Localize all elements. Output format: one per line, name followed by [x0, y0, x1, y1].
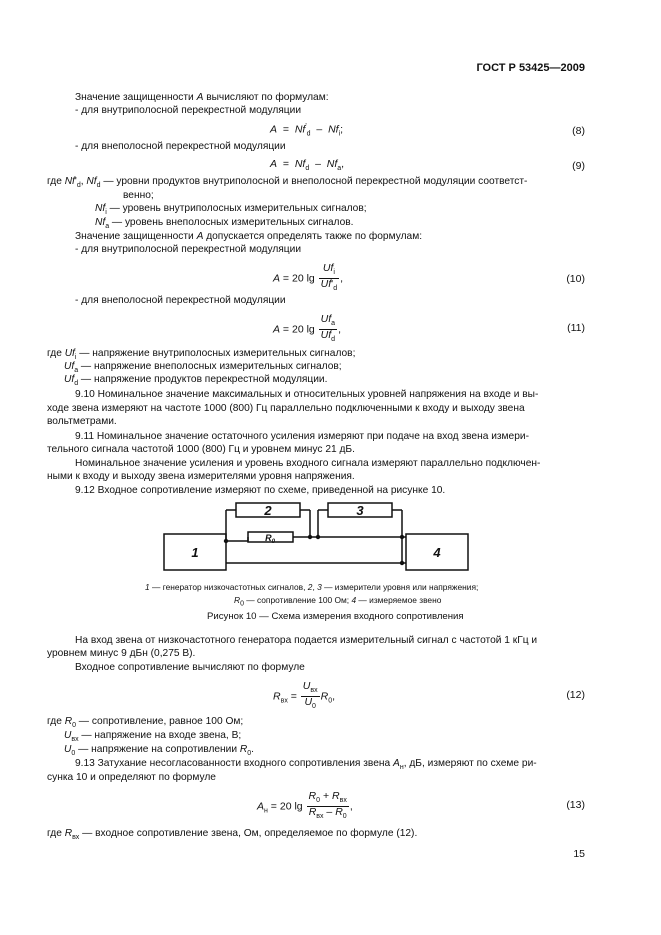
where3-line3: $U_0$ — напряжение на сопротивлении $R_0$.: [64, 744, 254, 758]
formula-8: $A = Nf'_d - Nf_i$;: [270, 123, 344, 138]
formula-11: A = 20 lg $\frac{Uf_a}{Uf_d}$ ,: [273, 313, 341, 344]
alt-intro: Значение защищенности A допускается определять также по формулам:: [75, 231, 423, 242]
where3-line2: $U_{вх}$ — напряжение на входе звена, В;: [64, 730, 242, 744]
box1-label: 1: [191, 545, 199, 560]
legend-line1: 1 — генератор низкочастотных сигналов, 2, 3 — измерители уровня или напряжения;: [145, 582, 479, 592]
after-line2: уровнем минус 9 дБн (0,275 В).: [47, 648, 196, 659]
resistor-label: $R_0$: [265, 533, 275, 545]
after-line3: Входное сопротивление вычисляют по формуле: [75, 662, 305, 673]
formula-10-number: (10): [566, 273, 585, 285]
where4-line1: где $R_{вх}$ — входное сопротивление звена, Ом, определяемое по формуле (12).: [47, 828, 418, 842]
p911-line1: 9.11 Номинальное значение остаточного усиления измеряют при подаче на вход звена измери-: [75, 431, 529, 442]
formula-12-number: (12): [566, 689, 585, 701]
formula-13-number: (13): [566, 799, 585, 811]
box2-label: 2: [264, 503, 272, 518]
figure-caption: Рисунок 10 — Схема измерения входного сопротивления: [207, 611, 464, 622]
box4-label: 4: [433, 545, 441, 560]
where2-line2: $Uf_a$ — напряжение внеполосных измерительных сигналов;: [64, 361, 342, 375]
alt-inband-label: - для внутриполосной перекрестной модуляции: [75, 244, 302, 255]
p910-line3: вольтметрами.: [47, 416, 117, 427]
formula-12: $R_{вх}$ = $\frac{U_{вх}}{U_0}$ $R_0$,: [273, 680, 336, 711]
after-line1: На вход звена от низкочастотного генератора подается измерительный сигнал с частотой 1 кГц и: [75, 635, 538, 646]
outband-label: - для внеполосной перекрестной модуляции: [75, 141, 286, 152]
box3-label: 3: [356, 503, 364, 518]
alt-outband-label: - для внеполосной перекрестной модуляции: [75, 295, 286, 306]
p911-line4: ными к входу и выходу звена измерителями уровня напряжения.: [47, 471, 355, 482]
p911-line3: Номинальное значение усиления и уровень входного сигнала измеряют параллельно подключен-: [75, 458, 541, 469]
legend-line2: $R_0$ — сопротивление 100 Ом; 4 — измеряемое звено: [234, 595, 442, 608]
intro-line: Значение защищенности A вычисляют по формулам:: [75, 92, 329, 103]
page-number: 15: [573, 848, 585, 860]
where1-line1: где $Nf'_d$, $Nf_d$ — уровни продуктов внутриполосной и внеполосной перекрестной модуляции соответст-: [47, 176, 528, 190]
p910-line2: ходе звена измеряют на частоте 1000 (800) Гц параллельно подключенными к входу и выходу звена: [47, 403, 525, 414]
where3-line1: где $R_0$ — сопротивление, равное 100 Ом;: [47, 716, 244, 730]
where1-line3: $Nf_a$ — уровень внеполосных измерительных сигналов.: [95, 217, 354, 231]
formula-13: $A_н = 20$ lg $\frac{R_0 + R_{вх}}{R_{вх} - R_0}$ ,: [257, 790, 353, 821]
where2-line1: где $Uf_i$ — напряжение внутриполосных измерительных сигналов;: [47, 348, 356, 362]
formula-11-number: (11): [567, 322, 585, 334]
where1-line2: $Nf_i$ — уровень внутриполосных измерительных сигналов;: [95, 203, 367, 217]
standard-header: ГОСТ Р 53425—2009: [476, 62, 585, 74]
p913-line2: сунка 10 и определяют по формуле: [47, 772, 216, 783]
where1-line1b: венно;: [123, 190, 154, 201]
formula-9: $A = Nf_d - Nf_a$,: [270, 158, 345, 173]
p911-line2: тельного сигнала частотой 1000 (800) Гц и уровнем минус 21 дБ.: [47, 444, 355, 455]
inband-label: - для внутриполосной перекрестной модуляции: [75, 105, 302, 116]
formula-8-number: (8): [572, 125, 585, 137]
formula-9-number: (9): [572, 160, 585, 172]
where2-line3: $Uf_d$ — напряжение продуктов перекрестной модуляции.: [64, 374, 328, 388]
p913-line1: 9.13 Затухание несогласованности входного сопротивления звена $A_н$, дБ, измеряют по схеме ри-: [75, 758, 537, 772]
p910-line1: 9.10 Номинальное значение максимальных и относительных уровней напряжения на входе и вы-: [75, 389, 539, 400]
formula-10: A = 20 lg $\frac{Uf_i}{Uf'_d}$ ,: [273, 262, 344, 293]
p912-line1: 9.12 Входное сопротивление измеряют по схеме, приведенной на рисунке 10.: [75, 485, 446, 496]
circuit-diagram: [150, 497, 510, 577]
